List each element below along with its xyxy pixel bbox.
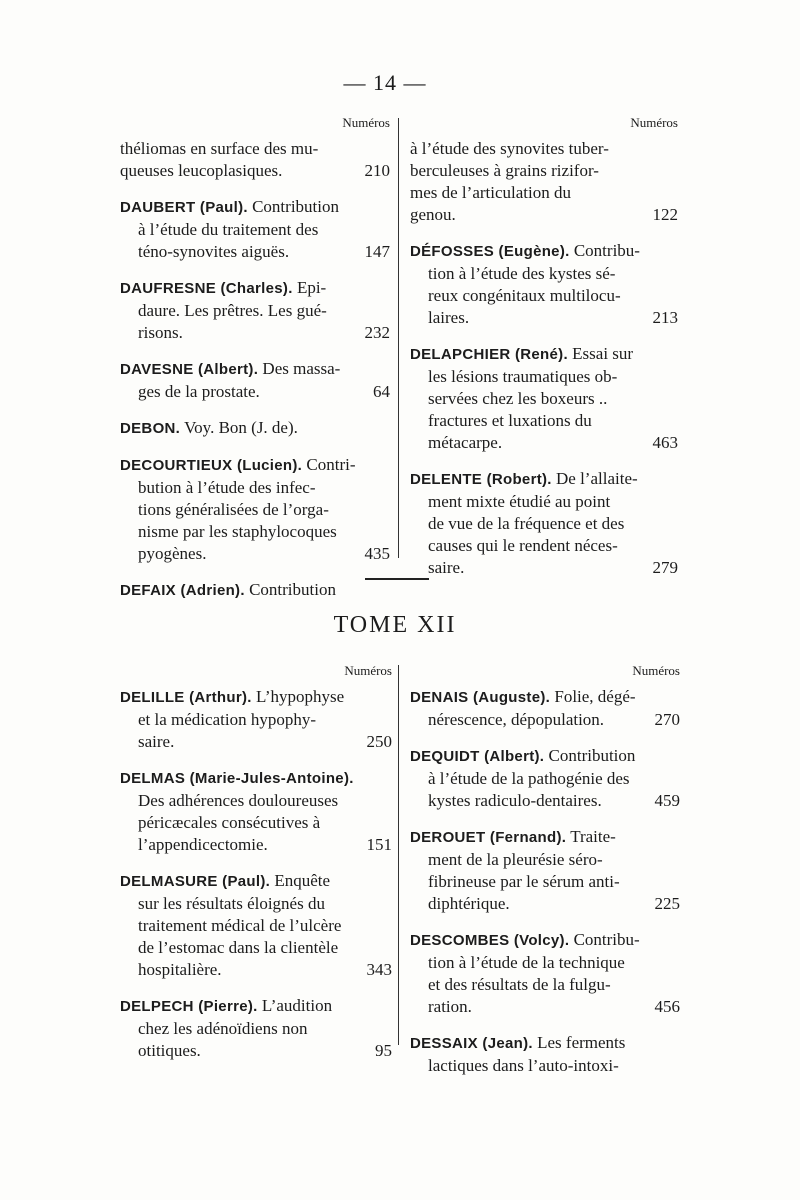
entry-line: ges de la prostate. <box>138 382 260 401</box>
entry-first-line <box>120 196 390 219</box>
entry-line: nérescence, dépopulation. <box>428 710 605 729</box>
index-entry <box>410 468 678 579</box>
entry-number: 456 <box>654 997 680 1016</box>
entry-first-line <box>410 1032 680 1055</box>
entry-number: 122 <box>652 205 678 224</box>
entry-line: kystes radiculo-dentaires. <box>428 791 602 810</box>
entry-line: nisme par les staphylocoques <box>138 522 337 541</box>
entry-number: 250 <box>366 732 392 751</box>
entry-line: ration. <box>428 997 472 1016</box>
entry-title: Contribu- <box>569 930 640 949</box>
entry-number: 151 <box>366 835 392 854</box>
column-header: Numéros <box>632 663 680 678</box>
entry-first-line <box>410 240 678 263</box>
entry-line: queuses leucoplasiques. <box>120 161 283 180</box>
entry-number: 232 <box>364 323 390 342</box>
entry-first-line <box>120 995 392 1018</box>
entry-line: à l’étude du traitement des <box>138 220 319 239</box>
column-header: Numéros <box>342 115 390 130</box>
entry-first-line <box>410 745 680 768</box>
author-name: DELMAS (Marie-Jules-Antoine). <box>120 770 354 787</box>
entry-title: Folie, dégé- <box>550 687 636 706</box>
entry-line: servées chez les boxeurs .. <box>428 389 608 408</box>
entry-line: lactiques dans l’auto-intoxi- <box>428 1056 619 1075</box>
entry-line: bution à l’étude des infec- <box>138 478 316 497</box>
entry-title: Essai sur <box>567 344 634 363</box>
entry-last-line <box>120 834 392 856</box>
entry-line: les lésions traumatiques ob- <box>428 367 618 386</box>
entry-line: laires. <box>428 308 470 327</box>
entry-line: sur les résultats éloignés du <box>138 894 325 913</box>
author-name: DAUBERT (Paul). <box>120 199 248 216</box>
entry-line: à l’étude de la pathogénie des <box>428 769 630 788</box>
entry-title: De l’allaite- <box>551 469 638 488</box>
bottom-left-column <box>120 660 392 1076</box>
column-divider <box>398 665 399 1045</box>
author-name: DESCOMBES (Volcy). <box>410 932 570 949</box>
entry-line: et la médication hypophy- <box>138 710 316 729</box>
entry-line: saire. <box>428 558 465 577</box>
entry-last-line <box>120 160 390 182</box>
entry-line: tion à l’étude des kystes sé- <box>428 264 616 283</box>
author-name: DELENTE (Robert). <box>410 471 552 488</box>
author-name: DAUFRESNE (Charles). <box>120 280 293 297</box>
entry-first-line <box>120 454 390 477</box>
entry-number: 213 <box>652 308 678 327</box>
entry-line: causes qui le rendent néces- <box>428 536 618 555</box>
author-name: DELILLE (Arthur). <box>120 689 252 706</box>
entry-title: Contribution <box>244 580 336 599</box>
entry-title: Enquête <box>270 871 331 890</box>
entry-line: berculeuses à grains rizifor- <box>410 161 599 180</box>
entry-number: 64 <box>373 382 390 401</box>
index-entry <box>410 929 680 1018</box>
entry-line: ment de la pleurésie séro- <box>428 850 603 869</box>
entry-line: l’appendicectomie. <box>138 835 268 854</box>
entry-line: chez les adénoïdiens non <box>138 1019 308 1038</box>
entry-last-line <box>410 557 678 579</box>
index-entry <box>120 417 390 440</box>
entry-last-line <box>120 959 392 981</box>
author-name: DENAIS (Auguste). <box>410 689 551 706</box>
entry-line: de l’estomac dans la clientèle <box>138 938 339 957</box>
entry-line: traitement médical de l’ulcère <box>138 916 342 935</box>
entry-last-line <box>120 1040 392 1062</box>
entry-number: 343 <box>366 960 392 979</box>
index-entry <box>410 686 680 731</box>
entry-line: reux congénitaux multilocu- <box>428 286 621 305</box>
entry-line: mes de l’articulation du <box>410 183 571 202</box>
entry-line: tion à l’étude de la technique <box>428 953 625 972</box>
entry-first-line <box>410 929 680 952</box>
entry-line: tions généralisées de l’orga- <box>138 500 329 519</box>
entry-line: risons. <box>138 323 183 342</box>
entry-last-line <box>410 204 678 226</box>
entry-line: otitiques. <box>138 1041 201 1060</box>
entry-number: 463 <box>652 433 678 452</box>
section-rule <box>365 578 429 580</box>
entry-title: Epi- <box>292 278 327 297</box>
entry-first-line <box>410 343 678 366</box>
index-entry <box>120 579 390 602</box>
entry-line: diphtérique. <box>428 894 510 913</box>
author-name: DELPECH (Pierre). <box>120 998 258 1015</box>
author-name: DEROUET (Fernand). <box>410 829 567 846</box>
continued-entry <box>410 138 678 226</box>
entry-line: fractures et luxations du <box>428 411 592 430</box>
entry-title: Les ferments <box>532 1033 626 1052</box>
index-entry <box>120 454 390 565</box>
entry-line: hospitalière. <box>138 960 222 979</box>
index-entry <box>410 343 678 454</box>
entry-first-line <box>120 277 390 300</box>
author-name: DÉFOSSES (Eugène). <box>410 243 570 260</box>
entry-first-line <box>120 579 390 602</box>
entry-first-line <box>410 826 680 849</box>
entry-last-line <box>120 322 390 344</box>
entry-first-line <box>120 686 392 709</box>
entry-number: 435 <box>364 544 390 563</box>
index-entry <box>410 1032 680 1077</box>
entry-title: Contribu- <box>569 241 640 260</box>
entry-first-line <box>120 767 392 790</box>
index-entry <box>120 995 392 1062</box>
author-name: DEFAIX (Adrien). <box>120 582 245 599</box>
entry-number: 95 <box>375 1041 392 1060</box>
entry-title: Des massa- <box>258 359 341 378</box>
entry-line: fibrineuse par le sérum anti- <box>428 872 620 891</box>
entry-last-line <box>120 381 390 403</box>
continued-entry <box>120 138 390 182</box>
author-name: DEQUIDT (Albert). <box>410 748 545 765</box>
entry-number: 147 <box>364 242 390 261</box>
author-name: DELAPCHIER (René). <box>410 346 568 363</box>
index-entry <box>120 686 392 753</box>
entry-last-line <box>410 432 678 454</box>
entry-last-line <box>410 893 680 915</box>
entry-number <box>646 1055 680 1077</box>
entry-number: 270 <box>654 710 680 729</box>
author-name: DELMASURE (Paul). <box>120 873 271 890</box>
entry-first-line <box>410 686 680 709</box>
entry-line: péricæcales consécutives à <box>138 813 321 832</box>
entry-line: de vue de la fréquence et des <box>428 514 625 533</box>
entry-line: à l’étude des synovites tuber- <box>410 139 609 158</box>
entry-line: théliomas en surface des mu- <box>120 139 319 158</box>
entry-line: téno-synovites aiguës. <box>138 242 290 261</box>
top-right-column <box>410 112 678 593</box>
entry-title: Contri- <box>302 455 356 474</box>
column-header: Numéros <box>344 663 392 678</box>
entry-title: Contribution <box>247 197 339 216</box>
entry-last-line <box>410 996 680 1018</box>
entry-first-line <box>120 870 392 893</box>
entry-last-line <box>120 543 390 565</box>
section-title: TOME XII <box>333 612 457 638</box>
entry-line: métacarpe. <box>428 433 503 452</box>
entry-line: daure. Les prêtres. Les gué- <box>138 301 327 320</box>
top-left-column <box>120 112 390 616</box>
index-entry <box>410 240 678 329</box>
index-entry <box>410 745 680 812</box>
entry-title: L’hypophyse <box>251 687 345 706</box>
entry-last-line <box>120 731 392 753</box>
entry-title: Traite- <box>566 827 616 846</box>
entry-number: 279 <box>652 558 678 577</box>
entry-number: 210 <box>364 161 390 180</box>
entry-line: ment mixte étudié au point <box>428 492 611 511</box>
entry-line: pyogènes. <box>138 544 207 563</box>
entry-title: L’audition <box>257 996 333 1015</box>
index-entry <box>410 826 680 915</box>
entry-line: et des résultats de la fulgu- <box>428 975 611 994</box>
bottom-right-column <box>410 660 680 1091</box>
index-entry <box>120 767 392 856</box>
index-entry <box>120 870 392 981</box>
entry-line: Des adhérences douloureuses <box>138 791 339 810</box>
page-number: — 14 — <box>343 70 427 95</box>
index-entry <box>120 196 390 263</box>
entry-number: 459 <box>654 791 680 810</box>
entry-first-line <box>120 417 390 440</box>
entry-last-line <box>410 790 680 812</box>
entry-first-line <box>410 468 678 491</box>
entry-line: saire. <box>138 732 175 751</box>
index-entry <box>120 358 390 403</box>
column-divider <box>398 118 399 558</box>
entry-last-line <box>120 241 390 263</box>
column-header: Numéros <box>630 115 678 130</box>
entry-first-line <box>120 358 390 381</box>
index-entry <box>120 277 390 344</box>
author-name: DEBON. <box>120 420 181 437</box>
entry-last-line <box>410 1055 680 1077</box>
entry-title: Contribution <box>544 746 636 765</box>
entry-line: genou. <box>410 205 456 224</box>
entry-title: Voy. Bon (J. de). <box>180 418 298 437</box>
entry-last-line <box>410 709 680 731</box>
author-name: DAVESNE (Albert). <box>120 361 259 378</box>
entry-number: 225 <box>654 894 680 913</box>
author-name: DESSAIX (Jean). <box>410 1035 533 1052</box>
author-name: DECOURTIEUX (Lucien). <box>120 457 303 474</box>
entry-last-line <box>410 307 678 329</box>
